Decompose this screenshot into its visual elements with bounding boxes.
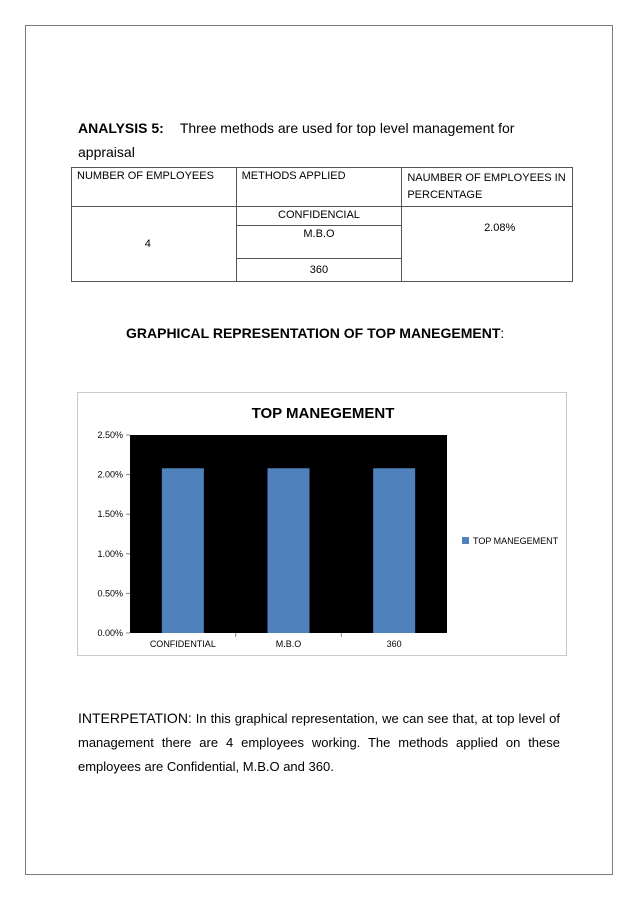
- section-title-text: GRAPHICAL REPRESENTATION OF TOP MANEGEMENT: [126, 325, 501, 341]
- y-tick-label: 2.50%: [97, 430, 123, 440]
- legend-swatch: [462, 537, 469, 544]
- header-number-of-employees: NUMBER OF EMPLOYEES: [72, 168, 237, 207]
- bar-chart: [78, 393, 566, 655]
- interpretation-text: In this graphical representation, we can see that, at top level of management there are 4 employees working. The methods applied on these employees are Confidential, M.B.O and 360.: [78, 711, 560, 774]
- x-tick-label: 360: [386, 639, 402, 649]
- method-cell: CONFIDENCIAL: [236, 207, 402, 226]
- y-tick-label: 2.00%: [97, 469, 123, 480]
- section-title-colon: :: [500, 325, 505, 341]
- header-percentage: NAUMBER OF EMPLOYEES IN PERCENTAGE: [402, 168, 573, 207]
- header-methods-applied: METHODS APPLIED: [236, 168, 402, 207]
- methods-table: [71, 167, 573, 282]
- y-tick-label: 1.50%: [97, 509, 123, 520]
- section-title: [126, 325, 504, 341]
- legend-label: TOP MANEGEMENT: [473, 536, 559, 546]
- method-cell: M.B.O: [236, 226, 402, 259]
- bar: [373, 468, 415, 633]
- x-tick-label: CONFIDENTIAL: [149, 639, 216, 649]
- employees-cell: 4: [72, 207, 237, 282]
- bar: [268, 468, 310, 633]
- interpretation-label: INTERPETATION:: [78, 710, 192, 726]
- y-tick-label: 1.00%: [97, 548, 123, 559]
- chart-container: [77, 392, 567, 656]
- table-row: [72, 207, 573, 226]
- y-tick-label: 0.50%: [97, 588, 123, 599]
- table-header-row: [72, 168, 573, 207]
- chart-title: TOP MANEGEMENT: [251, 405, 395, 422]
- analysis-label: ANALYSIS 5:: [78, 120, 164, 136]
- percentage-cell: 2.08%: [402, 207, 573, 282]
- y-tick-label: 0.00%: [97, 628, 123, 638]
- analysis-text: Three methods are used for top level management for appraisal: [78, 120, 515, 160]
- analysis-heading: [78, 116, 558, 164]
- bar: [162, 468, 204, 633]
- x-tick-label: M.B.O: [275, 639, 302, 649]
- interpretation-paragraph: [78, 706, 560, 779]
- method-cell: 360: [236, 259, 402, 282]
